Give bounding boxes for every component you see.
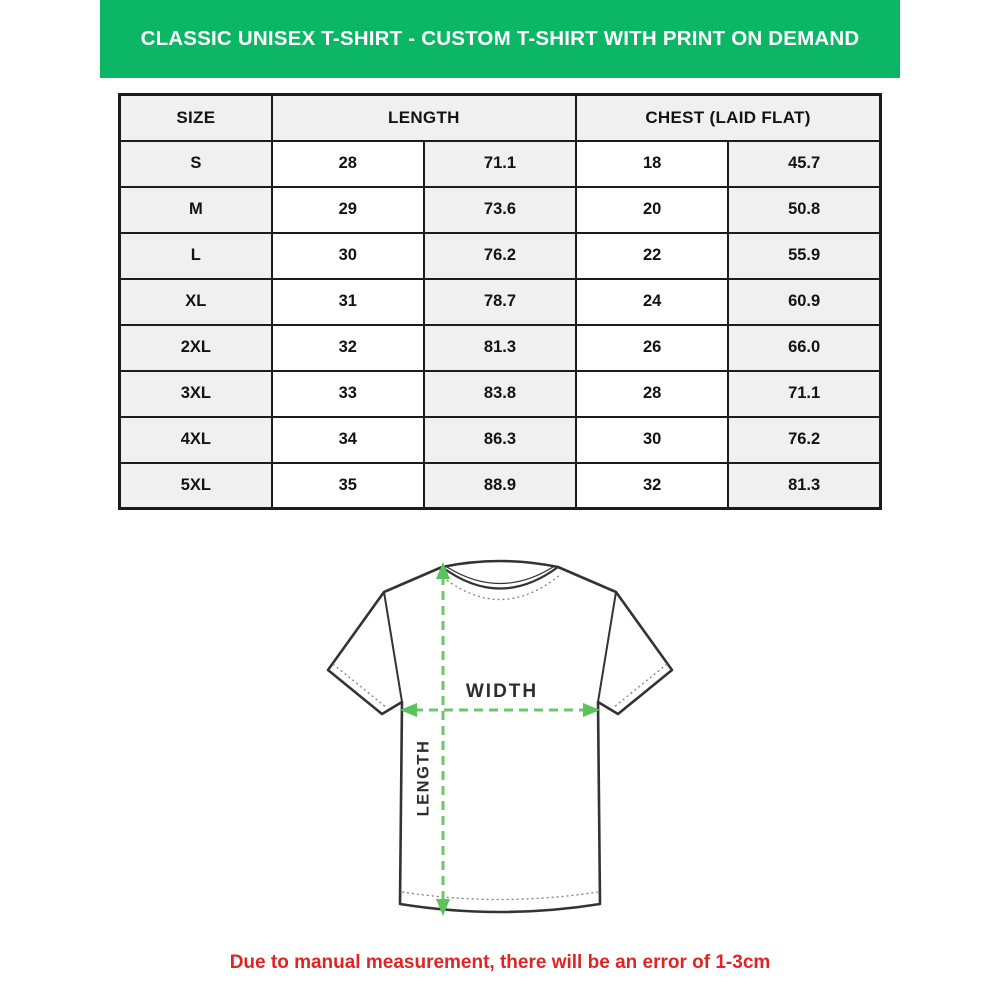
size-cell: 4XL — [120, 417, 272, 463]
length-cm-cell: 81.3 — [424, 325, 576, 371]
header-size: SIZE — [120, 95, 272, 141]
table-row — [120, 463, 881, 509]
tshirt-outline — [328, 561, 672, 912]
length-cm-cell: 78.7 — [424, 279, 576, 325]
chest-cm-cell: 71.1 — [728, 371, 880, 417]
table-row — [120, 325, 881, 371]
length-cm-cell: 83.8 — [424, 371, 576, 417]
measurement-disclaimer: Due to manual measurement, there will be an error of 1-3cm — [229, 952, 771, 973]
length-cm-cell: 88.9 — [424, 463, 576, 509]
chest-cm-cell: 60.9 — [728, 279, 880, 325]
header-chest: CHEST (LAID FLAT) — [576, 95, 880, 141]
table-row — [120, 371, 881, 417]
size-cell: L — [120, 233, 272, 279]
chest-in-cell: 18 — [576, 141, 728, 187]
chest-in-cell: 20 — [576, 187, 728, 233]
length-cm-cell: 73.6 — [424, 187, 576, 233]
tshirt-diagram — [320, 552, 680, 932]
chest-cm-cell: 76.2 — [728, 417, 880, 463]
header-length: LENGTH — [272, 95, 576, 141]
chest-cm-cell: 66.0 — [728, 325, 880, 371]
chest-in-cell: 22 — [576, 233, 728, 279]
chest-in-cell: 32 — [576, 463, 728, 509]
size-table-grid — [118, 93, 882, 510]
chest-cm-cell: 50.8 — [728, 187, 880, 233]
chest-cm-cell: 81.3 — [728, 463, 880, 509]
table-row — [120, 279, 881, 325]
length-label: LENGTH — [414, 739, 433, 817]
size-cell: S — [120, 141, 272, 187]
chest-in-cell: 30 — [576, 417, 728, 463]
length-cm-cell: 71.1 — [424, 141, 576, 187]
length-cm-cell: 76.2 — [424, 233, 576, 279]
size-cell: 3XL — [120, 371, 272, 417]
title-banner — [100, 0, 900, 78]
table-row — [120, 187, 881, 233]
length-in-cell: 28 — [272, 141, 424, 187]
length-in-cell: 29 — [272, 187, 424, 233]
size-cell: 2XL — [120, 325, 272, 371]
chest-in-cell: 26 — [576, 325, 728, 371]
table-row — [120, 417, 881, 463]
table-row — [120, 233, 881, 279]
header-row — [120, 95, 881, 141]
page-title: CLASSIC UNISEX T-SHIRT - CUSTOM T-SHIRT WITH PRINT ON DEMAND — [140, 27, 860, 50]
length-in-cell: 31 — [272, 279, 424, 325]
size-cell: M — [120, 187, 272, 233]
length-in-cell: 32 — [272, 325, 424, 371]
chest-in-cell: 28 — [576, 371, 728, 417]
size-cell: XL — [120, 279, 272, 325]
length-in-cell: 30 — [272, 233, 424, 279]
length-cm-cell: 86.3 — [424, 417, 576, 463]
table-row — [120, 141, 881, 187]
chest-cm-cell: 45.7 — [728, 141, 880, 187]
chest-in-cell: 24 — [576, 279, 728, 325]
length-in-cell: 34 — [272, 417, 424, 463]
length-in-cell: 33 — [272, 371, 424, 417]
width-label: WIDTH — [465, 681, 539, 702]
size-table-header — [120, 95, 881, 141]
size-table — [118, 93, 882, 510]
length-in-cell: 35 — [272, 463, 424, 509]
chest-cm-cell: 55.9 — [728, 233, 880, 279]
size-cell: 5XL — [120, 463, 272, 509]
size-table-body — [120, 141, 881, 509]
